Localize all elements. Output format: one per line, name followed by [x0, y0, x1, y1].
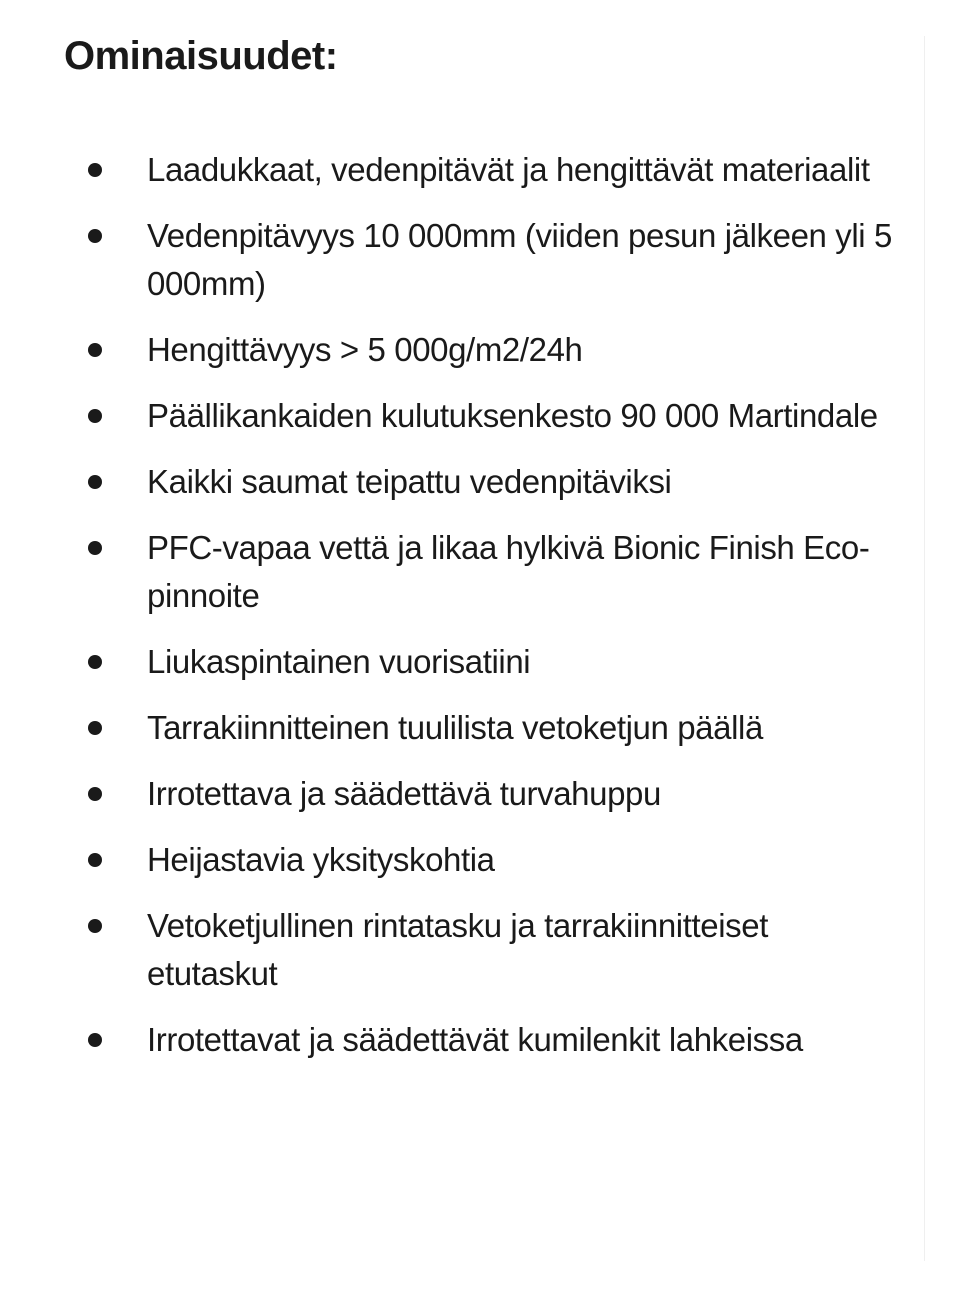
- list-item-text: Kaikki saumat teipattu vedenpitäviksi: [147, 463, 672, 500]
- list-item-text: Liukaspintainen vuorisatiini: [147, 643, 531, 680]
- list-item: [0, 326, 920, 374]
- list-item: [0, 212, 920, 308]
- list-item: [0, 902, 920, 998]
- list-item: [0, 836, 920, 884]
- bullet-icon: [88, 229, 102, 243]
- list-item-text: Tarrakiinnitteinen tuulilista vetoketjun päällä: [147, 709, 763, 746]
- bullet-icon: [88, 1033, 102, 1047]
- list-item: [0, 704, 920, 752]
- bullet-icon: [88, 409, 102, 423]
- page-edge-divider: [924, 36, 925, 1261]
- list-item-text: Hengittävyys > 5 000g/m2/24h: [147, 331, 583, 368]
- list-item-text: PFC-vapaa vettä ja likaa hylkivä Bionic Finish Eco-pinnoite: [147, 529, 870, 614]
- list-item-text: Irrotettavat ja säädettävät kumilenkit lahkeissa: [147, 1021, 803, 1058]
- section-title: Ominaisuudet:: [64, 34, 338, 78]
- bullet-icon: [88, 919, 102, 933]
- bullet-icon: [88, 721, 102, 735]
- bullet-icon: [88, 787, 102, 801]
- list-item: [0, 770, 920, 818]
- feature-list: [0, 146, 920, 1082]
- list-item: [0, 392, 920, 440]
- list-item: [0, 458, 920, 506]
- list-item-text: Päällikankaiden kulutuksenkesto 90 000 Martindale: [147, 397, 878, 434]
- list-item-text: Heijastavia yksityskohtia: [147, 841, 495, 878]
- list-item-text: Irrotettava ja säädettävä turvahuppu: [147, 775, 661, 812]
- list-item-text: Vedenpitävyys 10 000mm (viiden pesun jälkeen yli 5 000mm): [147, 217, 892, 302]
- list-item: [0, 638, 920, 686]
- bullet-icon: [88, 853, 102, 867]
- list-item: [0, 1016, 920, 1064]
- list-item: [0, 146, 920, 194]
- bullet-icon: [88, 655, 102, 669]
- bullet-icon: [88, 163, 102, 177]
- bullet-icon: [88, 475, 102, 489]
- bullet-icon: [88, 541, 102, 555]
- list-item-text: Vetoketjullinen rintatasku ja tarrakiinnitteiset etutaskut: [147, 907, 768, 992]
- bullet-icon: [88, 343, 102, 357]
- list-item-text: Laadukkaat, vedenpitävät ja hengittävät materiaalit: [147, 151, 870, 188]
- list-item: [0, 524, 920, 620]
